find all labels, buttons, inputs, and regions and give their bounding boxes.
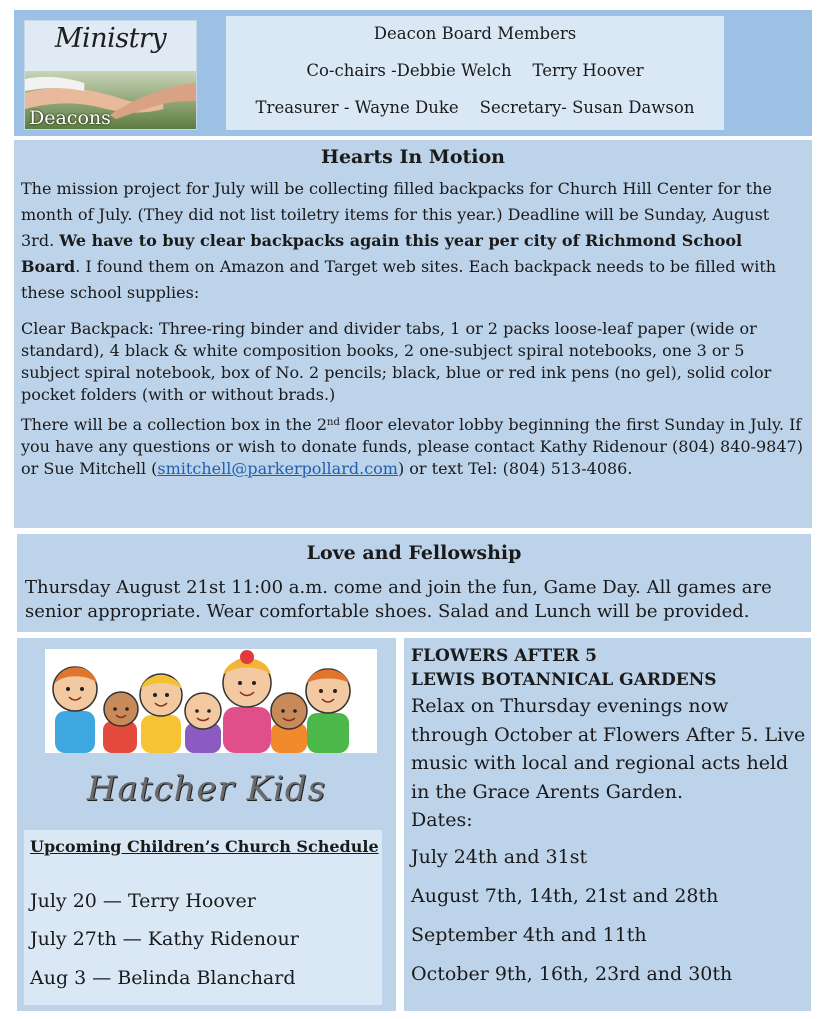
love-title: Love and Fellowship	[306, 542, 522, 564]
childrens-schedule-box	[24, 830, 382, 1005]
hatcher-kids-section	[17, 638, 396, 1011]
schedule-item: July 20 — Terry Hoover	[30, 890, 256, 912]
hearts-paragraph-2: Clear Backpack: Three-ring binder and divider tabs, 1 or 2 packs loose-leaf paper (wide or standard), 4 black & white composition books, 2 one-subject spiral notebooks, one 3 or 5 subject spiral notebook, box of No. 2 pencils; black, blue or red ink pens (no gel), solid color pocket folders (with or without brads.)	[21, 319, 772, 404]
hearts-p3-contact: floor elevator lobby beginning the first Sunday in July. If you have any questions or wish to donate funds, please contact Kathy Ridenour (804) 840-9847) or Sue Mitchell (	[21, 415, 803, 478]
flowers-date-item: July 24th and 31st	[411, 846, 588, 868]
email-link[interactable]: smitchell@parkerpollard.com	[157, 459, 398, 478]
schedule-item: Aug 3 — Belinda Blanchard	[30, 967, 296, 989]
hearts-paragraph-3	[21, 414, 805, 480]
ministry-deacons-logo	[24, 20, 197, 130]
flowers-date-item: October 9th, 16th, 23rd and 30th	[411, 963, 733, 985]
schedule-item: July 27th — Kathy Ridenour	[30, 928, 299, 950]
flowers-date-item: September 4th and 11th	[411, 924, 647, 946]
hearts-in-motion-section	[14, 140, 812, 528]
hearts-p1-text: The mission project for July will be collecting filled backpacks for Church Hill Center for the month of July. (They did not list toiletry items for this year.) Deadline will be Sunday, August 3rd.	[21, 179, 772, 250]
board-title: Deacon Board Members	[373, 24, 577, 43]
hatcher-kids-logo-text: Hatcher Kids	[86, 769, 327, 809]
hearts-paragraph-1	[21, 176, 805, 306]
hearts-title: Hearts In Motion	[321, 146, 505, 168]
dates-label: Dates:	[411, 809, 473, 831]
flowers-date-item: August 7th, 14th, 21st and 28th	[411, 885, 719, 907]
children-illustration	[45, 649, 377, 753]
board-officers: Treasurer - Wayne Duke Secretary- Susan Dawson	[255, 98, 695, 117]
gardens-heading: LEWIS BOTANNICAL GARDENS	[411, 670, 717, 690]
hearts-p1-text-end: . I found them on Amazon and Target web sites. Each backpack needs to be filled with these school supplies:	[21, 257, 777, 302]
flowers-description	[411, 692, 806, 835]
flowers-heading: FLOWERS AFTER 5	[411, 646, 597, 666]
deacon-header	[14, 10, 812, 136]
love-text: Thursday August 21st 11:00 a.m. come and join the fun, Game Day. All games are senior appropriate. Wear comfortable shoes. Salad and Lunch will be provided.	[25, 577, 772, 622]
schedule-heading: Upcoming Children’s Church Schedule	[30, 837, 379, 856]
flowers-after-5-section	[404, 638, 811, 1011]
logo-ministry-word: Ministry	[54, 23, 167, 54]
love-and-fellowship-section	[17, 534, 811, 632]
hearts-p3-text: There will be a collection box in the 2	[21, 415, 327, 434]
hearts-p1-bold: We have to buy clear backpacks again this year per city of Richmond School Board	[21, 231, 743, 276]
board-cochairs: Co-chairs -Debbie Welch Terry Hoover	[306, 61, 644, 80]
superscript-nd: nd	[327, 417, 340, 428]
flowers-description-text: Relax on Thursday evenings now through October at Flowers After 5. Live music with local and regional acts held in the Grace Arents Garden.	[411, 695, 806, 803]
hearts-p3-phone: ) or text Tel: (804) 513-4086.	[397, 459, 633, 478]
board-members-box	[226, 16, 724, 130]
logo-deacons-caption: Deacons	[29, 107, 111, 129]
